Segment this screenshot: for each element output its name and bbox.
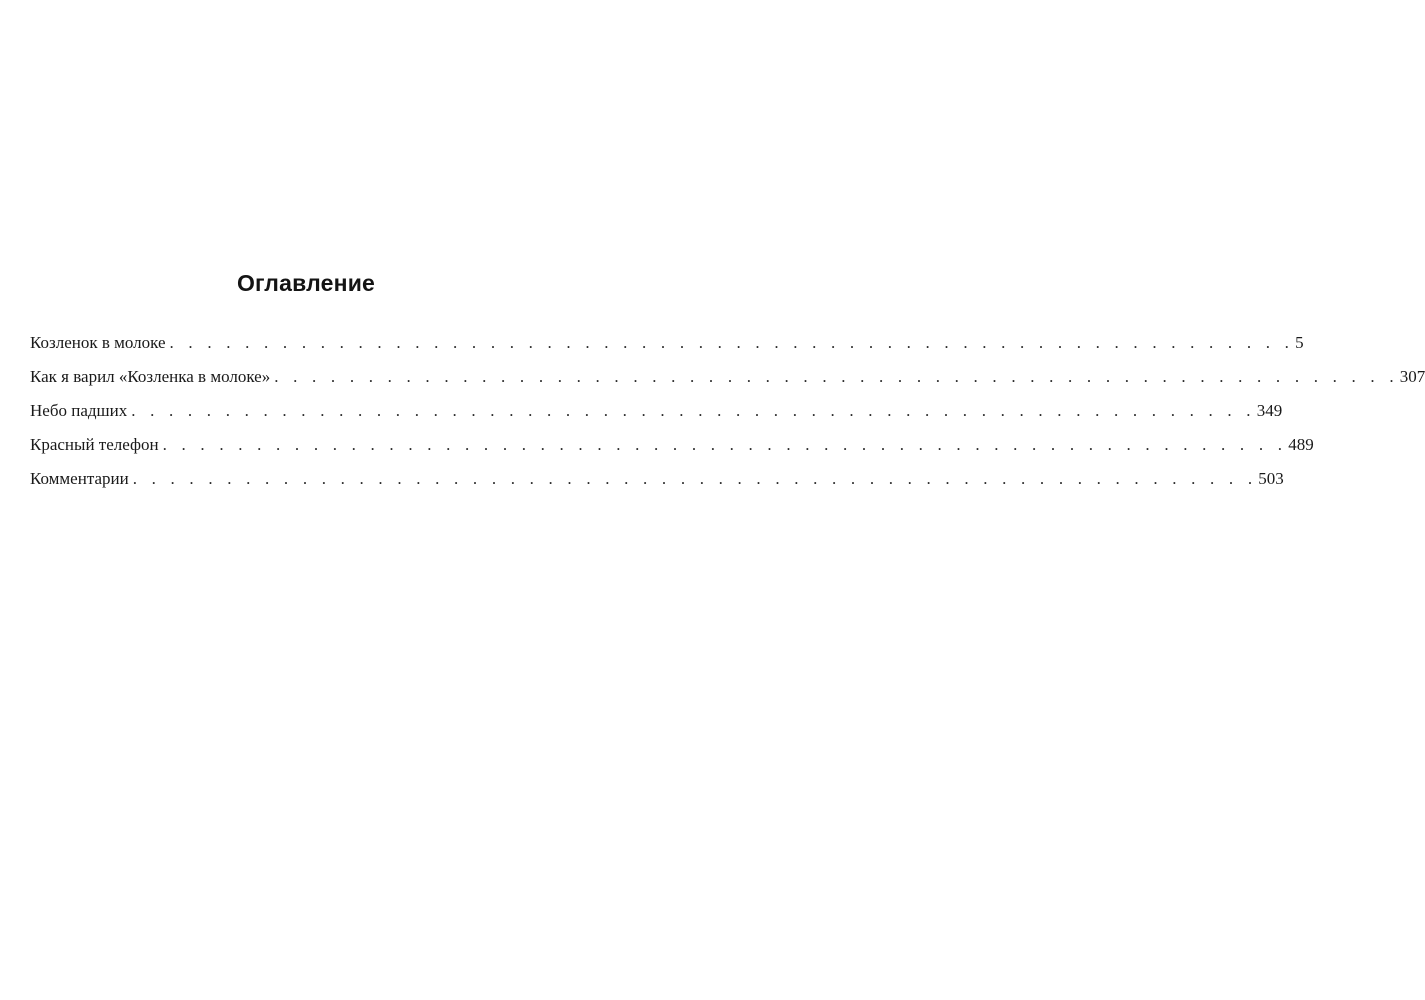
- toc-entry-page: 307: [1399, 367, 1425, 386]
- toc-entry: [30, 428, 1314, 462]
- toc-leader-dots: . . . . . . . . . . . . . . . . . . . . . . . . . . . . . . . . . . . . . . . . . . . . . . . . . . . . . . . . . . . .: [162, 435, 1288, 454]
- toc-entry-title: Комментарии: [30, 469, 129, 488]
- toc-entry-page: 5: [1295, 333, 1304, 352]
- toc-entry: [30, 326, 1304, 360]
- toc-entry-title: Как я варил «Козленка в молоке»: [30, 367, 271, 386]
- toc-leader-dots: . . . . . . . . . . . . . . . . . . . . . . . . . . . . . . . . . . . . . . . . . . . . . . . . . . . . . . . . . . . .: [132, 469, 1258, 488]
- toc-entry-title: Небо падших: [30, 401, 128, 420]
- toc-entry-title: Козленок в молоке: [30, 333, 166, 352]
- table-of-contents: [30, 326, 1425, 496]
- toc-entry-page: 503: [1258, 469, 1284, 488]
- toc-leader-dots: . . . . . . . . . . . . . . . . . . . . . . . . . . . . . . . . . . . . . . . . . . . . . . . . . . . . . . . . . . . .: [274, 367, 1399, 386]
- toc-entry: [30, 360, 1425, 394]
- toc-entry-title: Красный телефон: [30, 435, 159, 454]
- toc-leader-dots: . . . . . . . . . . . . . . . . . . . . . . . . . . . . . . . . . . . . . . . . . . . . . . . . . . . . . . . . . . . .: [131, 401, 1256, 420]
- page-title: Оглавление: [236, 270, 376, 296]
- toc-entry: [30, 394, 1283, 428]
- toc-entry: [30, 462, 1284, 496]
- toc-leader-dots: . . . . . . . . . . . . . . . . . . . . . . . . . . . . . . . . . . . . . . . . . . . . . . . . . . . . . . . . . . . .: [169, 333, 1295, 352]
- toc-entry-page: 489: [1288, 435, 1314, 454]
- toc-entry-page: 349: [1256, 401, 1283, 420]
